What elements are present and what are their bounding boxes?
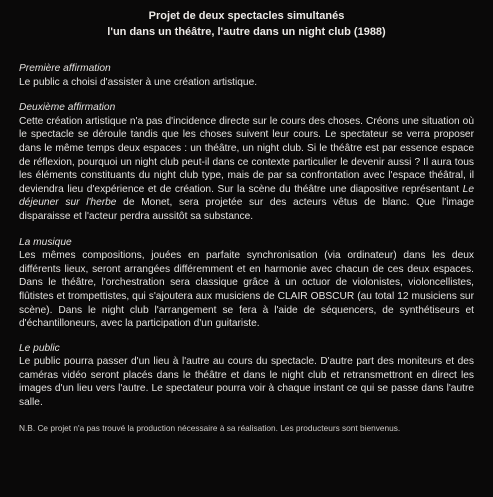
section-la-musique: [19, 236, 474, 331]
section-body: Les mêmes compositions, jouées en parfaite synchronisation (via ordinateur) dans les deux différents lieux, seront arrangées différemment et en harmonie avec chacun de ces deux espaces. Dans le théâtre, l'orchestration sera classique grâce à un octuor de violonistes, violoncellistes, flûtistes et trompettistes, qui s'ajoutera aux musiciens de CLAIR OBSCUR (au total 12 musiciens sur scène). Dans le night club l'arrangement se fera à l'aide de séquencers, de synthétiseurs et d'échantilloneurs, avec la participation d'un guitariste.: [19, 250, 474, 330]
section-deuxieme-affirmation: [19, 101, 474, 223]
section-title: Deuxième affirmation: [19, 102, 116, 114]
section-le-public: [19, 342, 474, 410]
document-header: [19, 0, 474, 40]
body-text: Cette création artistique n'a pas d'incidence directe sur le cours des choses. Créons une situation où le spectacle se déroule tandis que les choses suivent leur cours. Le spectateur se verra proposer dans le même temps deux espaces : un théâtre, un night club. Si le théâtre est par essence espace de réflexion, pourquoi un night club peut-il dans ce contexte particulier le devenir aussi ? Il aura tous les éléments constituants du night club type, mais de par sa confrontation avec l'espace théâtral, il deviendra lieu d'expérience et de création. Sur la scène du théâtre une diapositive représentant: [19, 115, 474, 195]
header-title-line-2: l'un dans un théâtre, l'autre dans un night club (1988): [107, 26, 386, 38]
artwork-title: Le déjeuner sur l'herbe: [19, 183, 474, 209]
footnote: N.B. Ce projet n'a pas trouvé la production nécessaire à sa réalisation. Les producteurs sont bienvenus.: [19, 422, 401, 433]
section-title: Première affirmation: [19, 63, 111, 74]
section-body: Le public a choisi d'assister à une création artistique.: [19, 76, 258, 88]
body-text: de Monet, sera projetée sur des acteurs vêtus de blanc. Que l'image disparaisse et l'acteur perdra aussitôt sa substance.: [19, 197, 474, 222]
section-title: Le public: [19, 342, 60, 354]
header-title-line-1: Projet de deux spectacles simultanés: [148, 10, 345, 22]
section-premiere-affirmation: [19, 62, 474, 89]
section-body: [19, 115, 474, 224]
section-body: Le public pourra passer d'un lieu à l'autre au cours du spectacle. D'autre part des moniteurs et des caméras vidéo seront placés dans le théâtre et dans le night club et retransmettront en direct les images d'un lieu vers l'autre. Le spectateur pourra voir à chaque instant ce qui se passe dans l'autre salle.: [19, 356, 474, 409]
section-title: La musique: [19, 236, 72, 248]
